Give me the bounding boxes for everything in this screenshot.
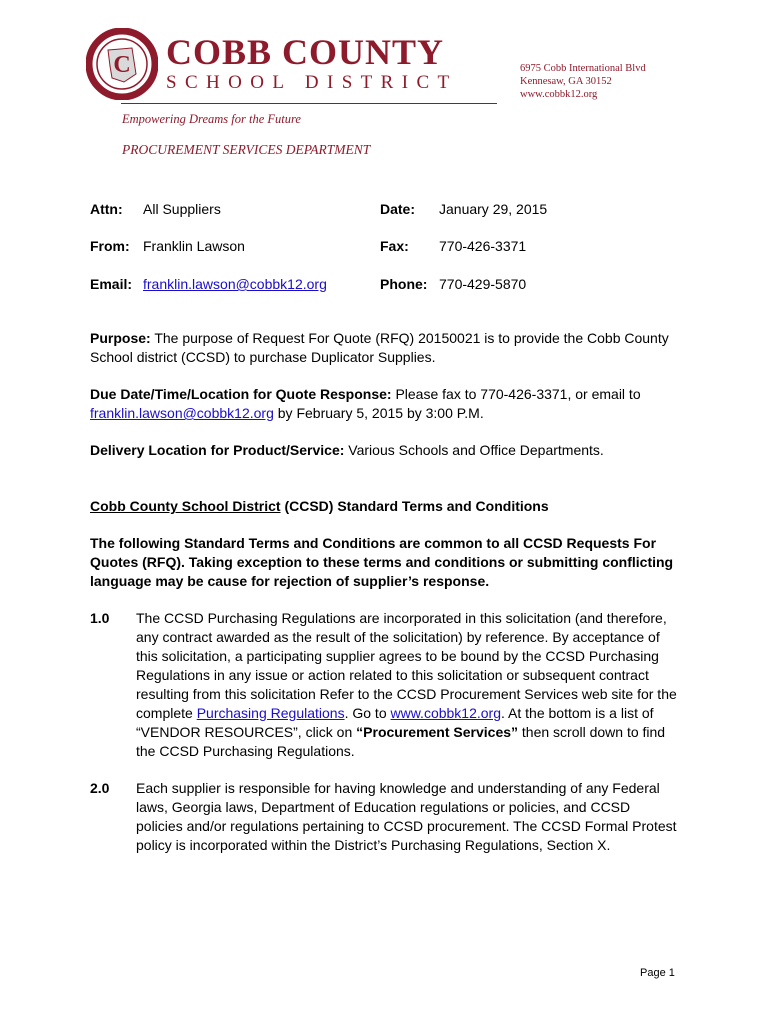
term-text bbox=[136, 609, 680, 761]
brand-subtitle: SCHOOL DISTRICT bbox=[166, 72, 458, 93]
purpose-label: Purpose: bbox=[90, 330, 151, 346]
address-block bbox=[520, 62, 646, 101]
department-name: PROCUREMENT SERVICES DEPARTMENT bbox=[122, 142, 371, 157]
delivery-label: Delivery Location for Product/Service: bbox=[90, 442, 345, 458]
terms-heading-underlined: Cobb County School District bbox=[90, 498, 281, 514]
purpose-paragraph bbox=[90, 329, 680, 367]
delivery-text: Various Schools and Office Departments. bbox=[344, 442, 604, 458]
brand-title: COBB COUNTY bbox=[166, 32, 445, 72]
phone-value: 770-429-5870 bbox=[439, 276, 527, 292]
district-logo bbox=[86, 28, 158, 100]
terms-heading-rest: (CCSD) Standard Terms and Conditions bbox=[280, 498, 549, 514]
email-link[interactable]: franklin.lawson@cobbk12.org bbox=[143, 276, 327, 292]
attn-label: Attn: bbox=[90, 201, 123, 217]
tagline: Empowering Dreams for the Future bbox=[122, 112, 301, 126]
phone-label: Phone: bbox=[380, 276, 428, 292]
email-link-wrap bbox=[143, 275, 327, 293]
address-line: Kennesaw, GA 30152 bbox=[520, 76, 612, 87]
term-text-part: The CCSD Purchasing Regulations are incorporated in this solicitation (and therefore, any contract awarded as the result of the solicitation) by reference. By acceptance of this solicitation, a participating supplier agrees to be bound by the CCSD Purchasing Regulations in any issue or action related to this solicitation or subsequent contract resulting from this solicitation Refer to the CCSD Procurement Services web site for the complete bbox=[136, 610, 677, 721]
terms-heading bbox=[90, 497, 680, 516]
fax-value: 770-426-3371 bbox=[439, 238, 527, 254]
from-value: Franklin Lawson bbox=[143, 238, 245, 254]
purpose-text: The purpose of Request For Quote (RFQ) 20150021 is to provide the Cobb County School district (CCSD) to purchase Duplicator Supplies. bbox=[90, 330, 669, 365]
term-item-1 bbox=[90, 609, 680, 761]
letter-body bbox=[90, 329, 680, 873]
fax-label: Fax: bbox=[380, 238, 409, 254]
svg-text:C: C bbox=[113, 52, 131, 78]
date-label: Date: bbox=[380, 201, 416, 217]
attn-value: All Suppliers bbox=[143, 201, 221, 217]
terms-intro-text: The following Standard Terms and Conditions are common to all CCSD Requests For Quotes (RFQ). Taking exception to these terms and conditions or submitting conflicting language may be cause for rejection of supplier’s response. bbox=[90, 535, 674, 589]
delivery-paragraph bbox=[90, 441, 680, 460]
term-text: Each supplier is responsible for having knowledge and understanding of any Federal laws, Georgia laws, Department of Education regulations or policies, and CCSD policies and/or regulations pertaining to CCSD procurement. The CCSD Formal Protest policy is incorporated within the District’s Purchasing Regulations, Section X. bbox=[136, 780, 677, 853]
due-label: Due Date/Time/Location for Quote Response: bbox=[90, 386, 392, 402]
due-text: Please fax to 770-426-3371, or email to bbox=[391, 386, 641, 402]
from-label: From: bbox=[90, 238, 130, 254]
cobbk12-website-link[interactable]: www.cobbk12.org bbox=[390, 705, 502, 721]
email-label: Email: bbox=[90, 276, 133, 292]
term-text-part: . At the bottom is a list of “VENDOR RESOURCES”, click on bbox=[136, 705, 654, 740]
address-line: 6975 Cobb International Blvd bbox=[520, 63, 646, 74]
page-number: Page 1 bbox=[640, 967, 675, 979]
purchasing-regulations-link[interactable]: Purchasing Regulations bbox=[196, 705, 345, 721]
term-text-part: . Go to bbox=[344, 705, 391, 721]
header-divider bbox=[121, 103, 497, 104]
procurement-services-emphasis: “Procurement Services” bbox=[356, 724, 519, 740]
address-website: www.cobbk12.org bbox=[520, 89, 598, 100]
term-text-part: then scroll down to find the CCSD Purchasing Regulations. bbox=[136, 724, 666, 759]
due-email-link[interactable]: franklin.lawson@cobbk12.org bbox=[90, 405, 274, 421]
terms-intro bbox=[90, 534, 680, 591]
term-item-2 bbox=[90, 779, 680, 855]
due-text-end: by February 5, 2015 by 3:00 P.M. bbox=[273, 405, 484, 421]
date-value: January 29, 2015 bbox=[439, 201, 548, 217]
term-number: 2.0 bbox=[90, 780, 110, 796]
term-number: 1.0 bbox=[90, 610, 110, 626]
due-paragraph bbox=[90, 385, 680, 423]
